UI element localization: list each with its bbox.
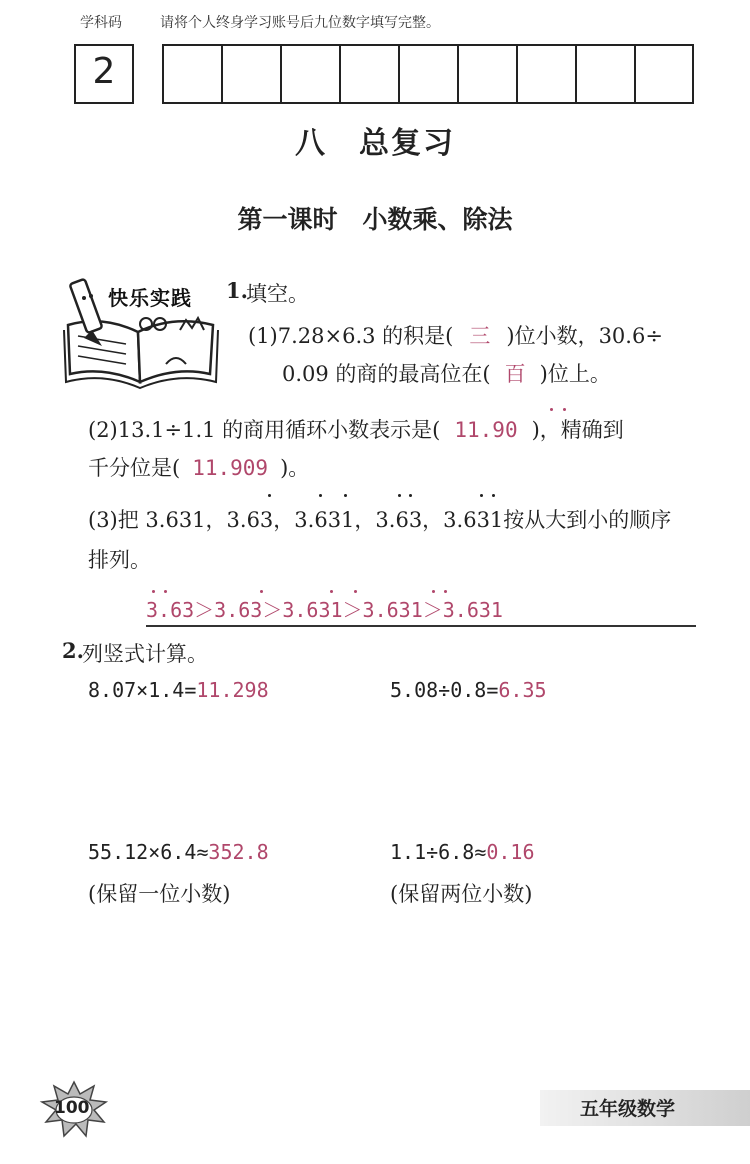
q2-expr3-note: (保留一位小数) [88,882,231,906]
q2-expr4-note: (保留两位小数) [390,882,533,906]
q1-part1b-text: 0.09 的商的最高位在( [282,362,491,386]
q1-part1-answer2[interactable]: 百 [504,362,526,386]
repeating-dot [409,494,412,497]
lesson-title: 第一课时 小数乘、除法 [237,205,513,234]
subject-code-value: 2 [92,51,116,92]
q2-expr4-answer[interactable]: 0.16 [486,840,535,864]
q1-part3-line2: 排列。 [88,548,151,572]
q1-part1-line1 [248,320,663,350]
repeating-dot [550,408,553,411]
repeating-dot [164,590,167,593]
q1-part1-answer1[interactable]: 三 [469,324,491,348]
q1-part2-line2 [88,452,309,482]
q2-expr4-text: 1.1÷6.8≈ [390,840,487,864]
q1-number: 1. [226,278,248,303]
q2-expr1-text: 8.07×1.4= [88,678,197,702]
q2-expr3-answer[interactable]: 352.8 [208,840,269,864]
q2-expr3-text: 55.12×6.4≈ [88,840,209,864]
repeating-dot [319,494,322,497]
q2-expr2 [390,678,547,702]
repeating-dot [492,494,495,497]
repeating-dot [398,494,401,497]
q1-part1-line2 [282,358,611,388]
q1-part1-text: (1)7.28×6.3 的积是( [248,324,454,348]
repeating-dot [260,590,263,593]
repeating-dot [444,590,447,593]
q1-part2-answer2[interactable]: 11.909 [192,456,269,480]
repeating-dot [354,590,357,593]
q2-heading: 列竖式计算。 [82,642,208,666]
q2-expr1-answer[interactable]: 11.298 [196,678,269,702]
q1-part2b-text: 千分位是( [88,456,181,480]
q1-part1-text-end: )位小数，30.6÷ [506,324,663,348]
subject-code-label: 学科码 [80,15,122,31]
q2-expr2-text: 5.08÷0.8= [390,678,499,702]
repeating-dot [330,590,333,593]
repeating-dot [432,590,435,593]
q1-part2b-text-end: )。 [280,456,310,480]
repeating-dot [152,590,155,593]
unit-title: 八 总复习 [295,126,455,161]
account-instruction: 请将个人终身学习账号后九位数字填写完整。 [160,15,440,31]
q1-part2-text-end: )，精确到 [531,418,624,442]
q1-part2-text: (2)13.1÷1.1 的商用循环小数表示是( [88,418,441,442]
q2-expr2-answer[interactable]: 6.35 [498,678,547,702]
repeating-dot [563,408,566,411]
q1-part2-answer1[interactable]: 11.90 [454,418,518,442]
q1-part3-answer[interactable]: 3.63＞3.63＞3.631＞3.631＞3.631 [146,598,503,622]
q1-part3-line1: (3)把 3.631，3.63，3.631，3.63，3.631按从大到小的顺序 [88,508,672,532]
account-number-grid[interactable] [162,44,694,104]
q2-number: 2. [62,638,84,663]
q2-expr3 [88,840,269,864]
grade-label: 五年级数学 [580,1098,676,1120]
repeating-dot [480,494,483,497]
page-number: 100 [54,1098,90,1118]
q1-part1b-text-end: )位上。 [539,362,611,386]
repeating-dot [268,494,271,497]
answer-underline [146,625,696,627]
q1-heading: 填空。 [246,282,309,306]
q2-expr4 [390,840,535,864]
repeating-dot [344,494,347,497]
happy-practice-badge: 快乐实践 [108,286,192,310]
q2-expr1 [88,678,269,702]
subject-code-box[interactable] [74,44,134,104]
q1-part2-line1 [88,414,624,444]
